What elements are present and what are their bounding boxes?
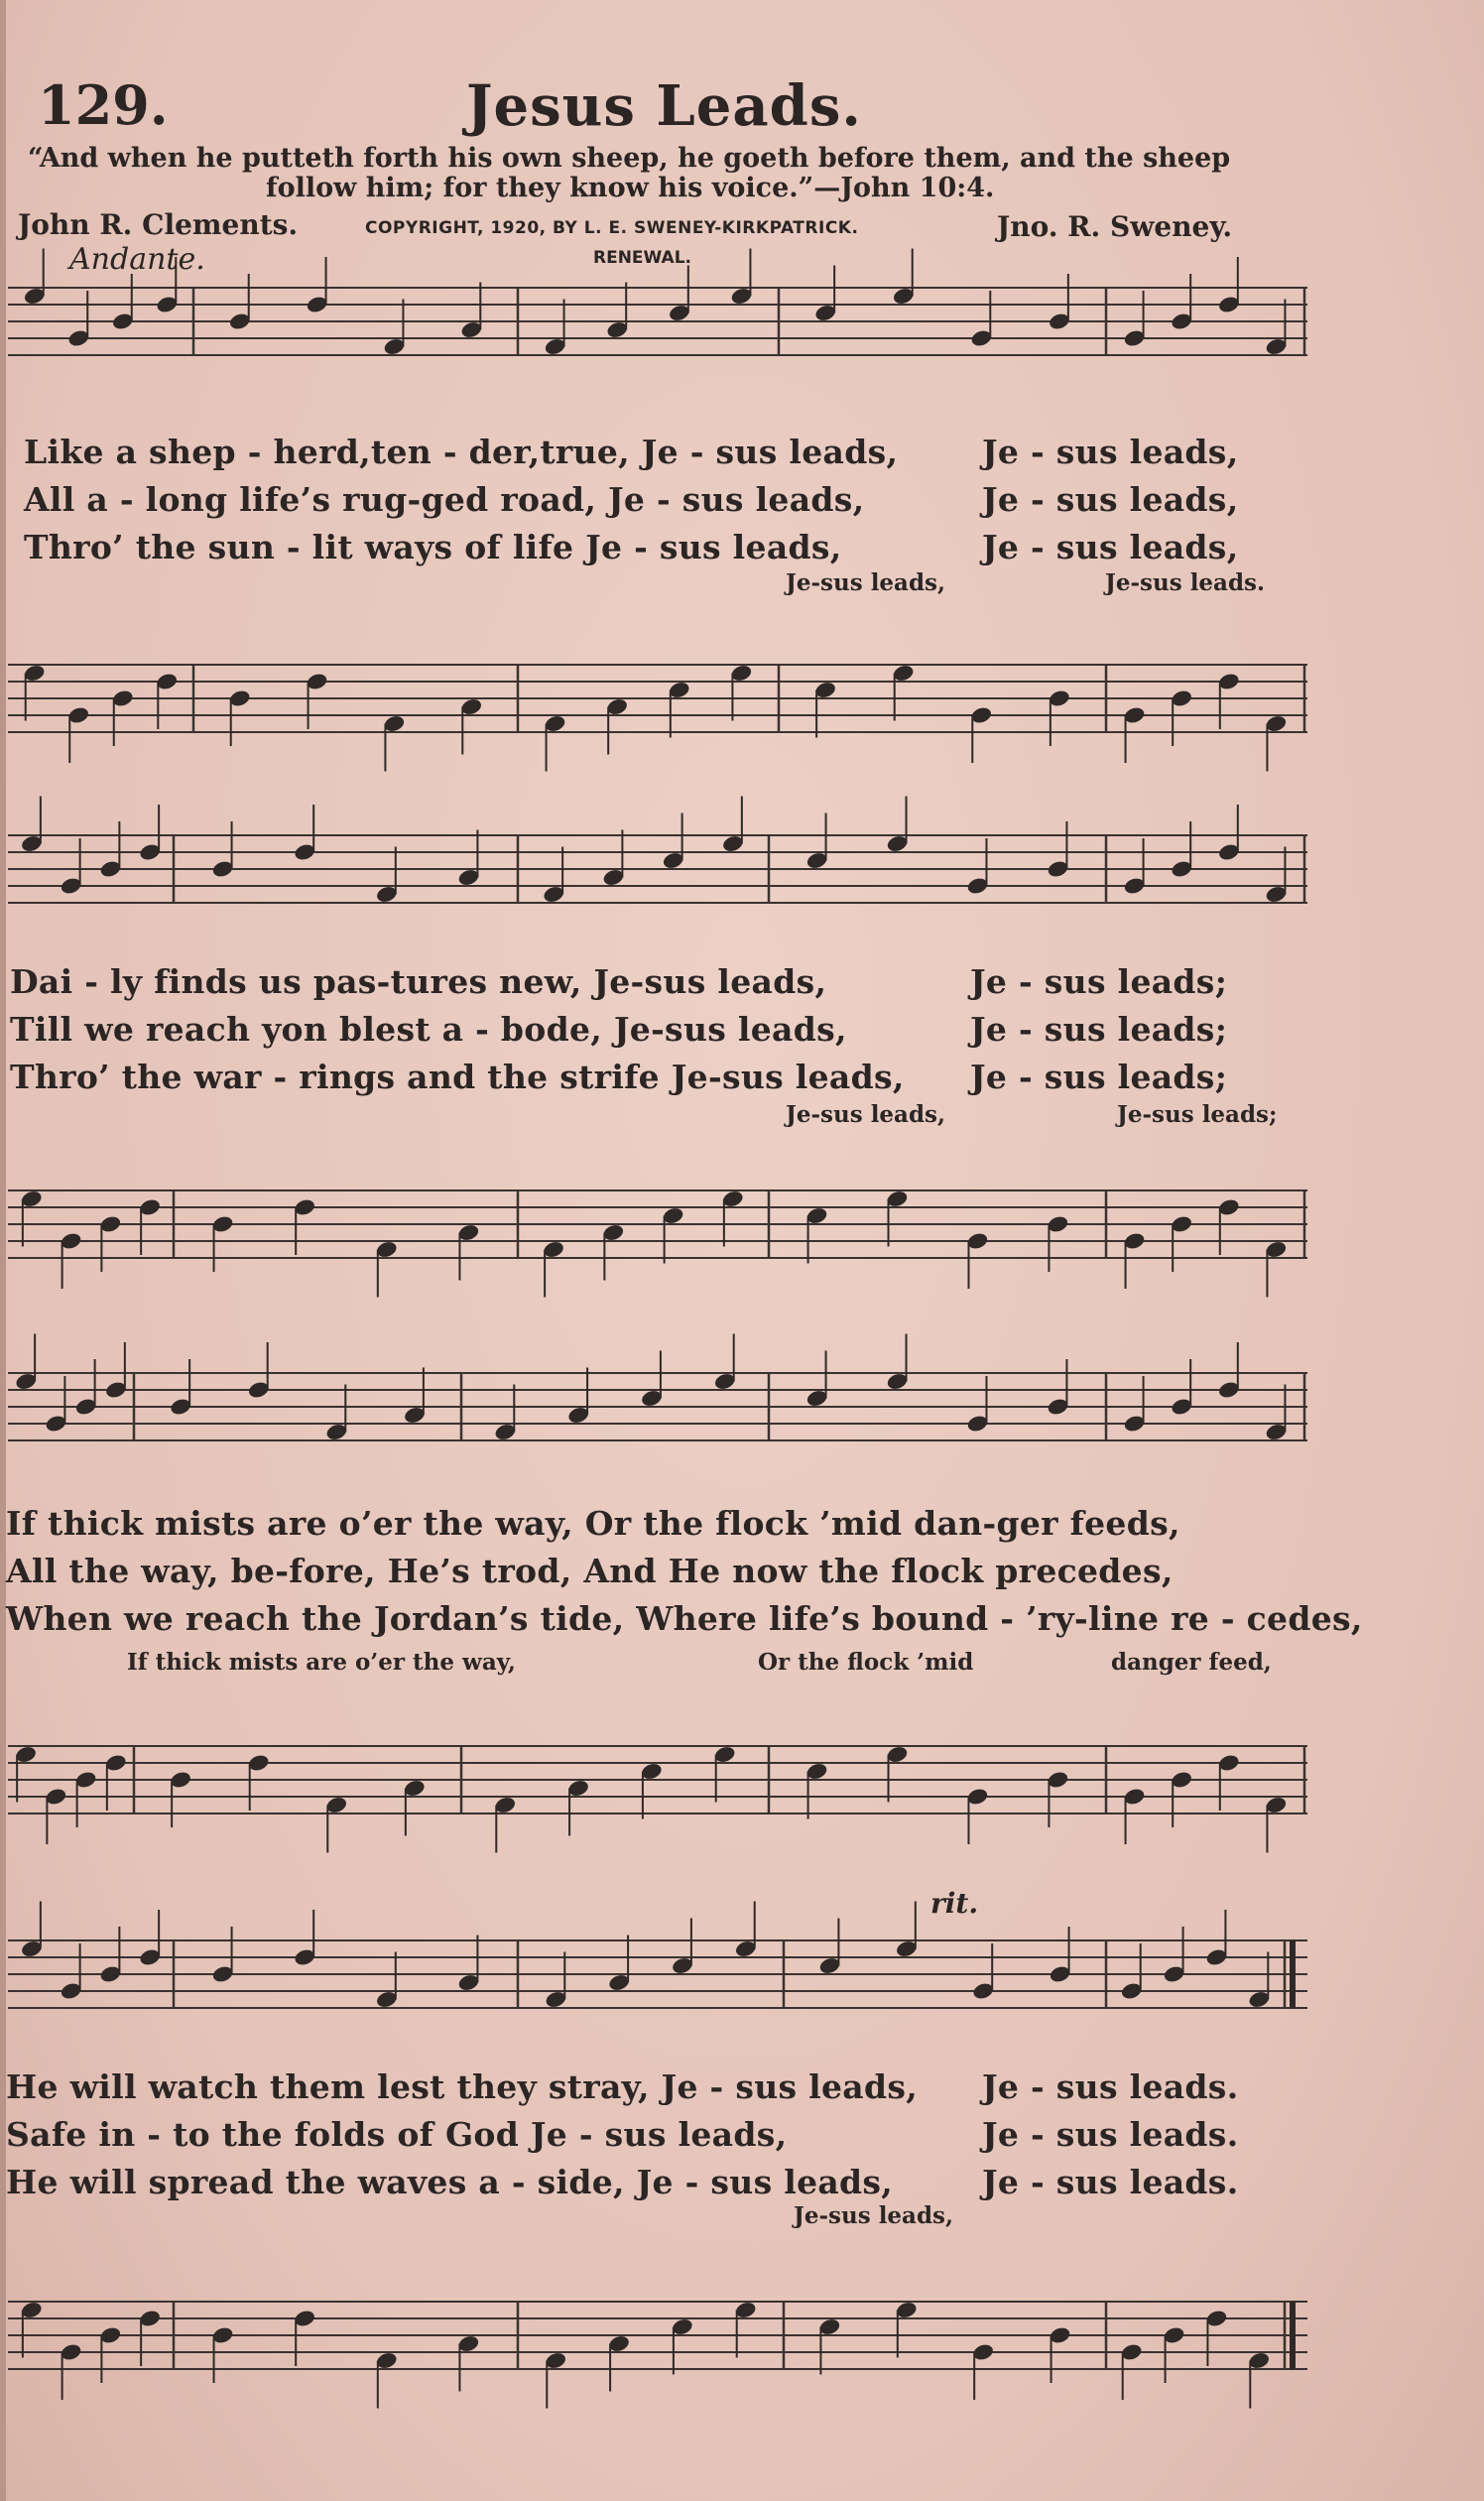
ritardando-marking: rit. xyxy=(930,1887,979,1920)
lyric-line: Thro’ the war - rings and the strife Je-sus leads, xyxy=(10,1058,905,1096)
lyric-line: Dai - ly finds us pas-tures new, Je-sus leads, xyxy=(10,962,827,1001)
lyric-line: When we reach the Jordan’s tide, Where life’s bound - ’ry-line re - cedes, xyxy=(6,1599,1363,1638)
hymn-title: Jesus Leads. xyxy=(466,73,862,139)
lyric-line: Till we reach yon blest a - bode, Je-sus leads, xyxy=(10,1010,847,1049)
lyric-line: He will watch them lest they stray, Je - sus leads, xyxy=(6,2067,919,2106)
lyric-line-end: Je - sus leads; xyxy=(970,962,1228,1001)
bass-cue-text: Je-sus leads. xyxy=(1105,569,1265,596)
copyright-notice: COPYRIGHT, 1920, BY L. E. SWENEY-KIRKPATRICK. xyxy=(365,218,859,238)
bass-cue-text: Je-sus leads, xyxy=(786,1101,945,1128)
bass-cue-text: danger feed, xyxy=(1111,1649,1272,1676)
lyric-line-end: Je - sus leads; xyxy=(970,1058,1228,1096)
lyric-line: He will spread the waves a - side, Je - sus leads, xyxy=(6,2163,894,2201)
lyric-line: All the way, be-fore, He’s trod, And He now the flock precedes, xyxy=(6,1552,1174,1590)
lyric-line-end: Je - sus leads, xyxy=(982,480,1239,519)
tempo-marking: Andante. xyxy=(69,242,205,277)
lyric-line: Thro’ the sun - lit ways of life Je - sus leads, xyxy=(24,528,842,566)
bass-cue-text: Je-sus leads, xyxy=(786,569,945,596)
bass-cue-text: If thick mists are o’er the way, xyxy=(127,1649,516,1676)
lyric-line-end: Je - sus leads. xyxy=(982,2163,1239,2201)
lyric-line: Like a shep - herd,ten - der,true, Je - sus leads, xyxy=(24,433,899,471)
lyric-line: Safe in - to the folds of God Je - sus leads, xyxy=(6,2115,788,2154)
lyricist-credit: John R. Clements. xyxy=(18,208,299,241)
bass-cue-text: Or the flock ’mid xyxy=(758,1649,974,1676)
scripture-line-2: follow him; for they know his voice.”—John 10:4. xyxy=(266,173,995,203)
scripture-line-1: “And when he putteth forth his own sheep, he goeth before them, and the sheep xyxy=(28,143,1231,174)
lyric-line-end: Je - sus leads; xyxy=(970,1010,1228,1049)
lyric-line: If thick mists are o’er the way, Or the flock ’mid dan-ger feeds, xyxy=(6,1504,1180,1543)
lyric-line-end: Je - sus leads. xyxy=(982,2115,1239,2154)
hymn-number: 129. xyxy=(38,73,169,137)
lyric-line-end: Je - sus leads, xyxy=(982,433,1239,471)
bass-cue-text: Je-sus leads; xyxy=(1117,1101,1278,1128)
lyric-line-end: Je - sus leads. xyxy=(982,2067,1239,2106)
composer-credit: Jno. R. Sweney. xyxy=(997,210,1233,243)
lyric-line-end: Je - sus leads, xyxy=(982,528,1239,566)
bass-cue-text: Je-sus leads, xyxy=(794,2202,953,2229)
lyric-line: All a - long life’s rug-ged road, Je - sus leads, xyxy=(24,480,865,519)
renewal-notice: RENEWAL. xyxy=(593,248,691,268)
